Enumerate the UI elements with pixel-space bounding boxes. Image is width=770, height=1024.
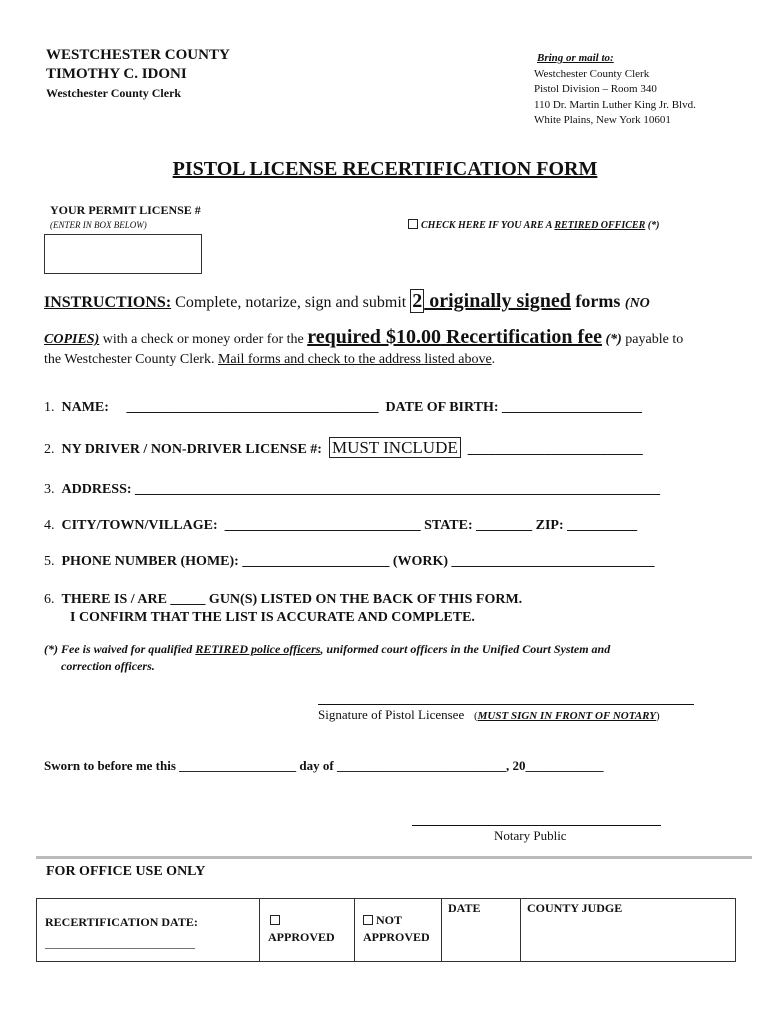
license-label: NY DRIVER / NON-DRIVER LICENSE #:	[61, 442, 322, 457]
table-row	[37, 899, 736, 962]
address-field[interactable]	[44, 482, 660, 498]
zip-blank[interactable]: __________	[567, 518, 638, 533]
recert-date-label: RECERTIFICATION DATE:	[45, 915, 198, 929]
date-cell[interactable]	[442, 899, 521, 962]
waiver-text: (*) Fee is waived for qualified	[44, 642, 196, 656]
retired-word: RETIRED OFFICER	[554, 220, 646, 231]
phone-home-label: PHONE NUMBER (HOME):	[61, 554, 239, 569]
fee-waiver-note	[44, 641, 734, 675]
section-divider	[36, 856, 752, 859]
instructions-text: payable to	[621, 332, 684, 347]
phone-home-blank[interactable]: _____________________	[242, 554, 390, 569]
notary-signature-line[interactable]	[412, 825, 661, 826]
dob-label: DATE OF BIRTH:	[385, 400, 499, 415]
office-use-table	[36, 898, 736, 962]
city-label: CITY/TOWN/VILLAGE:	[61, 518, 218, 533]
field-number: 4.	[44, 518, 55, 533]
mailing-address-block	[534, 51, 696, 129]
instructions-text: with a check or money order for the	[99, 332, 308, 347]
address-line: White Plains, New York 10601	[534, 114, 671, 126]
retired-officer-option[interactable]	[408, 219, 659, 231]
county-name: WESTCHESTER COUNTY	[46, 47, 230, 63]
signature-note-close: )	[656, 710, 660, 722]
retired-officer-checkbox[interactable]	[408, 219, 418, 229]
instructions-line-2	[44, 326, 683, 349]
address-line: Pistol Division – Room 340	[534, 83, 657, 95]
address-blank[interactable]: ___________________________________________________________________________	[135, 482, 661, 497]
license-blank[interactable]: _________________________	[467, 442, 643, 457]
phone-field[interactable]	[44, 554, 655, 570]
field-number: 5.	[44, 554, 55, 569]
field-number: 2.	[44, 442, 55, 457]
license-field[interactable]	[44, 438, 643, 458]
name-label: NAME:	[61, 400, 109, 415]
form-title: PISTOL LICENSE RECERTIFICATION FORM	[172, 158, 598, 180]
name-blank[interactable]: ____________________________________	[126, 400, 379, 415]
signature-text: Signature of Pistol Licensee	[318, 707, 465, 722]
guns-field[interactable]	[44, 592, 522, 608]
address-label: ADDRESS:	[61, 482, 132, 497]
city-state-zip-field[interactable]	[44, 518, 637, 534]
mail-heading: Bring or mail to:	[537, 52, 614, 64]
city-blank[interactable]: ____________________________	[224, 518, 421, 533]
waiver-text: correction officers.	[61, 659, 155, 673]
recert-date-blank[interactable]: _________________________	[45, 936, 195, 950]
permit-number-box[interactable]	[44, 234, 202, 274]
signature-line[interactable]	[318, 704, 694, 705]
instructions-text: the Westchester County Clerk.	[44, 352, 218, 367]
retired-prefix: CHECK HERE IF YOU ARE A	[421, 220, 555, 231]
instructions-period: .	[491, 352, 496, 367]
copy-count: 2	[412, 290, 423, 312]
notary-label: Notary Public	[494, 828, 567, 843]
state-blank[interactable]: ________	[476, 518, 533, 533]
county-judge-cell[interactable]	[521, 899, 736, 962]
not-approved-label-1: NOT	[376, 913, 403, 927]
clerk-title: Westchester County Clerk	[46, 86, 182, 100]
approved-cell[interactable]	[260, 899, 355, 962]
sworn-statement[interactable]: Sworn to before me this __________________ day of __________________________, 20____________	[44, 758, 604, 773]
recert-date-cell[interactable]	[37, 899, 260, 962]
instructions-line-1	[44, 290, 650, 313]
phone-work-label: (WORK)	[392, 554, 449, 569]
instructions-label: INSTRUCTIONS:	[44, 294, 172, 311]
dob-blank[interactable]: ____________________	[502, 400, 643, 415]
fee-amount: $10.00	[380, 326, 441, 348]
forms-word: forms	[570, 291, 625, 311]
field-number: 6.	[44, 592, 55, 607]
state-label: STATE:	[424, 518, 473, 533]
not-approved-cell[interactable]	[355, 899, 442, 962]
address-line: Westchester County Clerk	[534, 67, 650, 80]
permit-label: YOUR PERMIT LICENSE #	[50, 203, 201, 217]
recert-fee: Recertification fee	[440, 326, 602, 348]
clerk-header	[46, 46, 230, 103]
confirm-statement: I CONFIRM THAT THE LIST IS ACCURATE AND COMPLETE.	[70, 610, 475, 625]
retired-suffix: (*)	[645, 220, 660, 231]
not-approved-checkbox[interactable]	[363, 915, 373, 925]
waiver-retired: RETIRED police officers	[195, 642, 321, 656]
no-copies-close: COPIES)	[44, 332, 100, 347]
originally-signed: originally signed	[424, 290, 571, 312]
phone-work-blank[interactable]: _____________________________	[451, 554, 655, 569]
field-number: 3.	[44, 482, 55, 497]
guns-text: THERE IS / ARE _____ GUN(S) LISTED ON THE BACK OF THIS FORM.	[61, 592, 523, 607]
not-approved-label-2: APPROVED	[363, 930, 430, 944]
zip-label: ZIP:	[535, 518, 564, 533]
signature-label	[318, 707, 660, 723]
date-label: DATE	[448, 901, 481, 915]
county-judge-label: COUNTY JUDGE	[527, 901, 623, 915]
approved-checkbox[interactable]	[270, 915, 280, 925]
required-word: required	[307, 326, 381, 348]
clerk-name: TIMOTHY C. IDONI	[46, 66, 187, 82]
field-number: 1.	[44, 400, 55, 415]
address-line: 110 Dr. Martin Luther King Jr. Blvd.	[534, 98, 696, 111]
approved-label: APPROVED	[268, 930, 335, 944]
instructions-text: Complete, notarize, sign and submit	[171, 294, 411, 311]
name-field[interactable]	[44, 400, 642, 416]
mail-instructions: Mail forms and check to the address listed above	[217, 352, 492, 367]
signature-note-open: (	[473, 710, 478, 722]
no-copies-open: (NO	[624, 296, 650, 311]
must-include-badge: MUST INCLUDE	[329, 437, 461, 458]
permit-hint: (ENTER IN BOX BELOW)	[50, 220, 147, 230]
signature-note: MUST SIGN IN FRONT OF NOTARY	[477, 710, 657, 722]
waiver-text: , uniformed court officers in the Unified Court System and	[320, 642, 611, 656]
fee-star: (*)	[601, 332, 622, 347]
instructions-line-3	[44, 352, 495, 368]
office-use-heading: FOR OFFICE USE ONLY	[46, 864, 206, 879]
